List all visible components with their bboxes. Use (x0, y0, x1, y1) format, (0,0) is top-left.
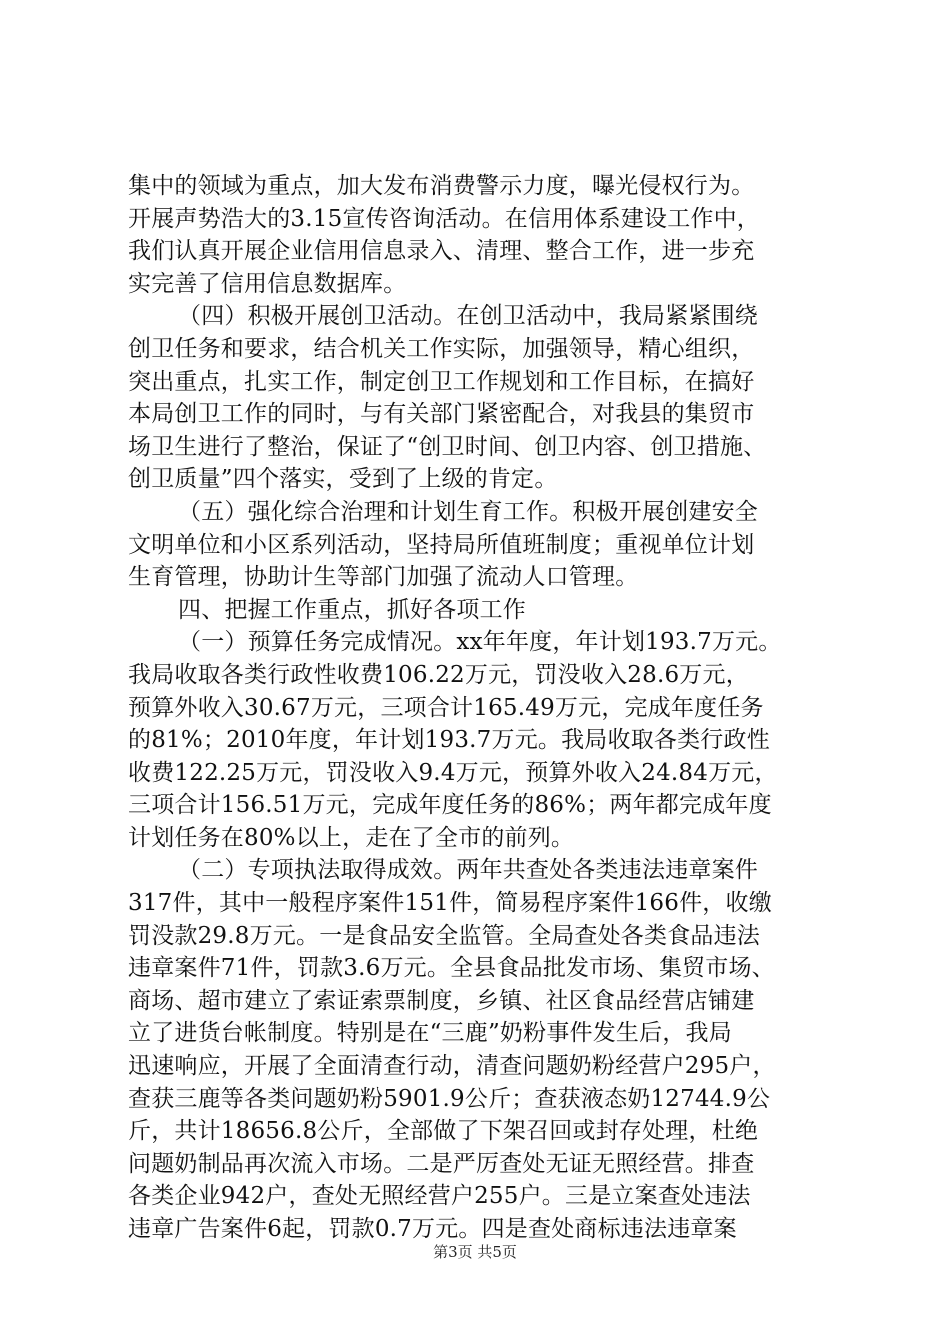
text-line: 本局创卫工作的同时，与有关部门紧密配合，对我县的集贸市 (128, 401, 755, 428)
text-line: 文明单位和小区系列活动，坚持局所值班制度；重视单位计划 (128, 531, 755, 558)
text-line: 三项合计156.51万元，完成年度任务的86%；两年都完成年度 (128, 792, 772, 819)
text-line: 突出重点，扎实工作，制定创卫工作规划和工作目标，在搞好 (128, 368, 755, 395)
text-line: 我局收取各类行政性收费106.22万元，罚没收入28.6万元， (128, 661, 749, 688)
page-footer: 第3页 共5页 (433, 1243, 517, 1261)
text-line: （一）预算任务完成情况。xx年年度，年计划193.7万元。 (178, 629, 782, 656)
text-line: 集中的领域为重点，加大发布消费警示力度，曝光侵权行为。 (128, 173, 755, 199)
text-line: （二）专项执法取得成效。两年共查处各类违法违章案件 (178, 857, 758, 884)
text-line: 场卫生进行了整治，保证了“创卫时间、创卫内容、创卫措施、 (128, 433, 767, 460)
text-line: 各类企业942户，查处无照经营户255户。三是立案查处违法 (128, 1183, 751, 1210)
text-line: 问题奶制品再次流入市场。二是严厉查处无证无照经营。排查 (128, 1150, 755, 1177)
text-line: 查获三鹿等各类问题奶粉5901.9公斤；查获液态奶12744.9公 (128, 1085, 771, 1112)
text-line: 商场、超市建立了索证索票制度，乡镇、社区食品经营店铺建 (128, 987, 755, 1014)
text-line: 斤，共计18656.8公斤，全部做了下架召回或封存处理，杜绝 (128, 1118, 759, 1145)
text-line: 违章案件71件，罚款3.6万元。全县食品批发市场、集贸市场、 (128, 955, 775, 982)
text-line: 计划任务在80%以上，走在了全市的前列。 (128, 824, 575, 851)
text-line: 罚没款29.8万元。一是食品安全监管。全局查处各类食品违法 (128, 922, 761, 949)
text-line: （四）积极开展创卫活动。在创卫活动中，我局紧紧围绕 (178, 303, 758, 330)
text-line: 收费122.25万元，罚没收入9.4万元，预算外收入24.84万元， (128, 759, 778, 786)
text-line: 创卫质量”四个落实，受到了上级的肯定。 (128, 466, 558, 493)
text-line: （五）强化综合治理和计划生育工作。积极开展创建安全 (178, 498, 758, 525)
text-line: 违章广告案件6起，罚款0.7万元。四是查处商标违法违章案 (128, 1216, 737, 1242)
document-body (128, 170, 832, 1246)
text-line: 预算外收入30.67万元，三项合计165.49万元，完成年度任务 (128, 694, 764, 721)
text-line: 实完善了信用信息数据库。 (128, 270, 407, 297)
text-line: 的81%；2010年度，年计划193.7万元。我局收取各类行政性 (128, 727, 770, 754)
text-line: 四、把握工作重点，抓好各项工作 (178, 596, 526, 623)
text-line: 我们认真开展企业信用信息录入、清理、整合工作，进一步充 (128, 238, 755, 265)
text-line: 迅速响应，开展了全面清查行动，清查问题奶粉经营户295户， (128, 1053, 776, 1080)
text-line: 立了进货台帐制度。特别是在“三鹿”奶粉事件发生后，我局 (128, 1020, 732, 1047)
text-line: 生育管理，协助计生等部门加强了流动人口管理。 (128, 564, 639, 591)
text-line: 创卫任务和要求，结合机关工作实际，加强领导，精心组织， (128, 335, 755, 362)
text-line: 317件，其中一般程序案件151件，简易程序案件166件，收缴 (128, 890, 772, 917)
text-line: 开展声势浩大的3.15宣传咨询活动。在信用体系建设工作中， (128, 205, 761, 232)
